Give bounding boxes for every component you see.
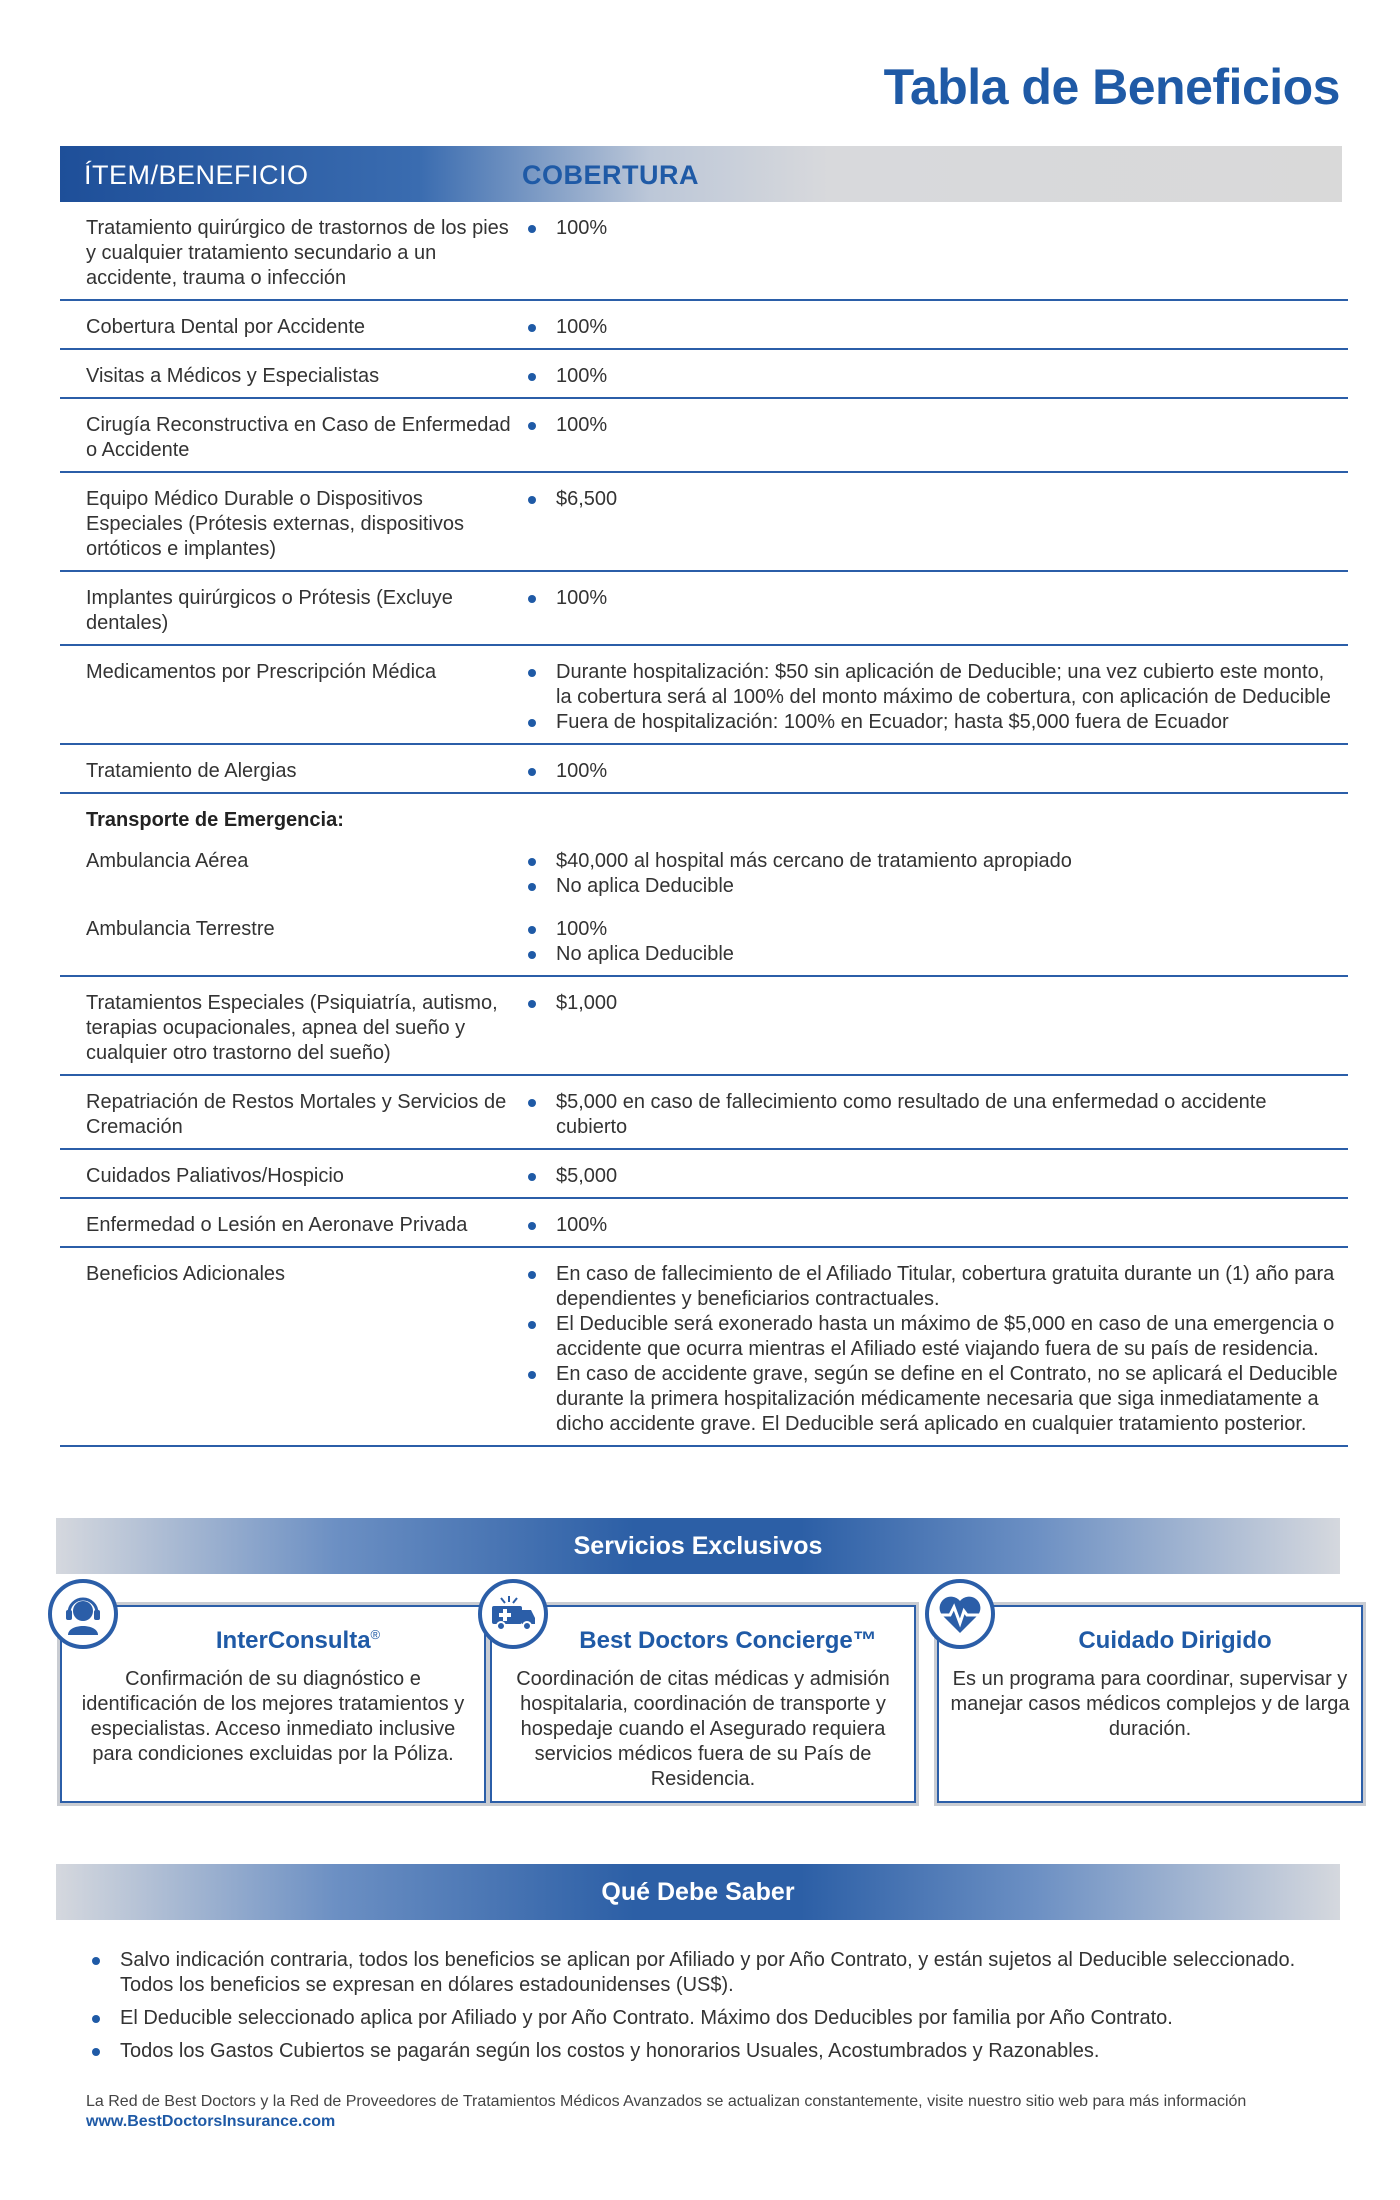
benefit-coverage xyxy=(522,1090,1342,1140)
page-title: Tabla de Beneficios xyxy=(883,59,1340,115)
coverage-bullet: $40,000 al hospital más cercano de tratamiento apropiado xyxy=(522,849,1342,874)
coverage-bullet: $1,000 xyxy=(522,991,1342,1016)
ambulance-icon xyxy=(478,1579,548,1649)
coverage-bullet: Durante hospitalización: $50 sin aplicación de Deducible; una vez cubierto este monto, la cobertura será al 100% del monto máximo de cobertura, con aplicación de Deducible xyxy=(522,660,1342,710)
benefit-item: Ambulancia Terrestre xyxy=(86,918,275,940)
benefit-coverage xyxy=(522,759,1342,784)
coverage-bullet: $6,500 xyxy=(522,487,1342,512)
benefit-item: Repatriación de Restos Mortales y Servicios de Cremación xyxy=(86,1091,507,1138)
benefit-item: Ambulancia Aérea xyxy=(86,850,249,872)
benefit-item: Equipo Médico Durable o Dispositivos Especiales (Prótesis externas, dispositivos ortóticos e implantes) xyxy=(86,488,464,560)
table-row xyxy=(60,903,1348,977)
table-row xyxy=(60,977,1348,1076)
table-row xyxy=(60,1248,1348,1447)
coverage-bullet: 100% xyxy=(522,759,1342,784)
benefit-coverage xyxy=(522,1164,1342,1189)
card-body: Es un programa para coordinar, supervisar y manejar casos médicos complejos y de larga duración. xyxy=(950,1668,1350,1740)
benefit-item: Medicamentos por Prescripción Médica xyxy=(86,661,437,683)
coverage-bullet: 100% xyxy=(522,917,1342,942)
benefit-coverage xyxy=(522,991,1342,1066)
heartbeat-icon xyxy=(925,1579,995,1649)
table-row xyxy=(60,473,1348,572)
benefit-item: Enfermedad o Lesión en Aeronave Privada xyxy=(86,1214,468,1236)
benefits-table xyxy=(60,202,1348,1447)
benefit-item: Tratamientos Especiales (Psiquiatría, autismo, terapias ocupacionales, apnea del sueño y cualquier otro trastorno del sueño) xyxy=(86,992,498,1064)
footnote-text: La Red de Best Doctors y la Red de Proveedores de Tratamientos Médicos Avanzados se actualizan constantemente, visite nuestro sitio web para más información xyxy=(86,2093,1247,2110)
coverage-bullet: En caso de fallecimiento de el Afiliado Titular, cobertura gratuita durante un (1) año para dependientes y beneficiarios contractuales. xyxy=(522,1262,1342,1312)
website-link[interactable]: www.BestDoctorsInsurance.com xyxy=(86,2113,336,2130)
card-title: InterConsulta® xyxy=(215,1627,381,1654)
benefit-coverage xyxy=(522,660,1342,735)
section-heading: Transporte de Emergencia: xyxy=(86,809,344,831)
table-row xyxy=(60,301,1348,350)
list-item: Salvo indicación contraria, todos los beneficios se aplican por Afiliado y por Año Contrato, y están sujetos al Deducible seleccionado. Todos los beneficios se expresan en dólares estadounidenses (US$). xyxy=(86,1948,1346,1998)
coverage-bullet: 100% xyxy=(522,586,1342,611)
know-band: Qué Debe Saber xyxy=(56,1864,1340,1920)
card-body: Confirmación de su diagnóstico e identificación de los mejores tratamientos y especialistas. Acceso inmediato inclusive para condiciones excluidas por la Póliza. xyxy=(81,1668,465,1765)
coverage-bullet: 100% xyxy=(522,413,1342,438)
table-row xyxy=(60,646,1348,745)
coverage-bullet: En caso de accidente grave, según se define en el Contrato, no se aplicará el Deducible durante la primera hospitalización médicamente necesaria que siga inmediatamente a dicho accidente grave. El Deducible será aplicado en cualquier tratamiento posterior. xyxy=(522,1362,1342,1437)
benefit-coverage xyxy=(522,586,1342,636)
transport-heading-row xyxy=(60,794,1348,835)
coverage-bullet: 100% xyxy=(522,364,1342,389)
table-row xyxy=(60,1199,1348,1248)
benefit-item: Beneficios Adicionales xyxy=(86,1263,286,1285)
table-row xyxy=(60,1076,1348,1150)
column-header-coverage: COBERTURA xyxy=(522,160,699,190)
coverage-bullet: El Deducible será exonerado hasta un máximo de $5,000 en caso de una emergencia o accidente que ocurra mientras el Afiliado esté viajando fuera de su país de residencia. xyxy=(522,1312,1342,1362)
coverage-bullet: No aplica Deducible xyxy=(522,874,1342,899)
table-row xyxy=(60,572,1348,646)
benefit-coverage xyxy=(522,364,1342,389)
benefits-table-header xyxy=(60,146,1342,202)
benefit-coverage xyxy=(522,216,1342,291)
benefit-item: Tratamiento de Alergias xyxy=(86,760,297,782)
benefit-item: Tratamiento quirúrgico de trastornos de los pies y cualquier tratamiento secundario a un accidente, trauma o infección xyxy=(86,217,509,289)
coverage-bullet: 100% xyxy=(522,216,1342,241)
card-title: Cuidado Dirigido xyxy=(1078,1627,1272,1654)
benefit-coverage xyxy=(522,917,1342,967)
list-item: El Deducible seleccionado aplica por Afiliado y por Año Contrato. Máximo dos Deducibles por familia por Año Contrato. xyxy=(86,2006,1346,2031)
know-list xyxy=(86,1948,1346,2072)
column-header-item: ÍTEM/BENEFICIO xyxy=(84,160,309,190)
service-card-concierge xyxy=(487,1602,919,1806)
card-title: Best Doctors Concierge™ xyxy=(579,1627,877,1654)
coverage-bullet: $5,000 en caso de fallecimiento como resultado de una enfermedad o accidente cubierto xyxy=(522,1090,1342,1140)
coverage-bullet: Fuera de hospitalización: 100% en Ecuador; hasta $5,000 fuera de Ecuador xyxy=(522,710,1342,735)
benefit-coverage xyxy=(522,487,1342,562)
footnote xyxy=(86,2092,1336,2132)
benefit-item: Cirugía Reconstructiva en Caso de Enfermedad o Accidente xyxy=(86,414,511,461)
benefit-coverage xyxy=(522,315,1342,340)
headset-agent-icon xyxy=(48,1579,118,1649)
services-band: Servicios Exclusivos xyxy=(56,1518,1340,1574)
benefit-coverage xyxy=(522,1213,1342,1238)
table-row xyxy=(60,399,1348,473)
table-row xyxy=(60,835,1348,903)
benefit-item: Implantes quirúrgicos o Prótesis (Excluye dentales) xyxy=(86,587,453,634)
table-row xyxy=(60,745,1348,794)
benefit-coverage xyxy=(522,413,1342,463)
coverage-bullet: No aplica Deducible xyxy=(522,942,1342,967)
table-row xyxy=(60,350,1348,399)
benefit-item: Cobertura Dental por Accidente xyxy=(86,316,366,338)
coverage-bullet: 100% xyxy=(522,315,1342,340)
benefit-coverage xyxy=(522,1262,1342,1437)
table-row xyxy=(60,1150,1348,1199)
list-item: Todos los Gastos Cubiertos se pagarán según los costos y honorarios Usuales, Acostumbrados y Razonables. xyxy=(86,2039,1346,2064)
coverage-bullet: 100% xyxy=(522,1213,1342,1238)
benefit-item: Visitas a Médicos y Especialistas xyxy=(86,365,380,387)
table-row xyxy=(60,202,1348,301)
service-card-cuidado-dirigido xyxy=(934,1602,1366,1806)
benefit-coverage xyxy=(522,849,1342,899)
card-body: Coordinación de citas médicas y admisión hospitalaria, coordinación de transporte y hospedaje cuando el Asegurado requiera servicios médicos fuera de su País de Residencia. xyxy=(516,1668,890,1790)
coverage-bullet: $5,000 xyxy=(522,1164,1342,1189)
service-card-interconsulta xyxy=(57,1602,489,1806)
benefit-item: Cuidados Paliativos/Hospicio xyxy=(86,1165,344,1187)
